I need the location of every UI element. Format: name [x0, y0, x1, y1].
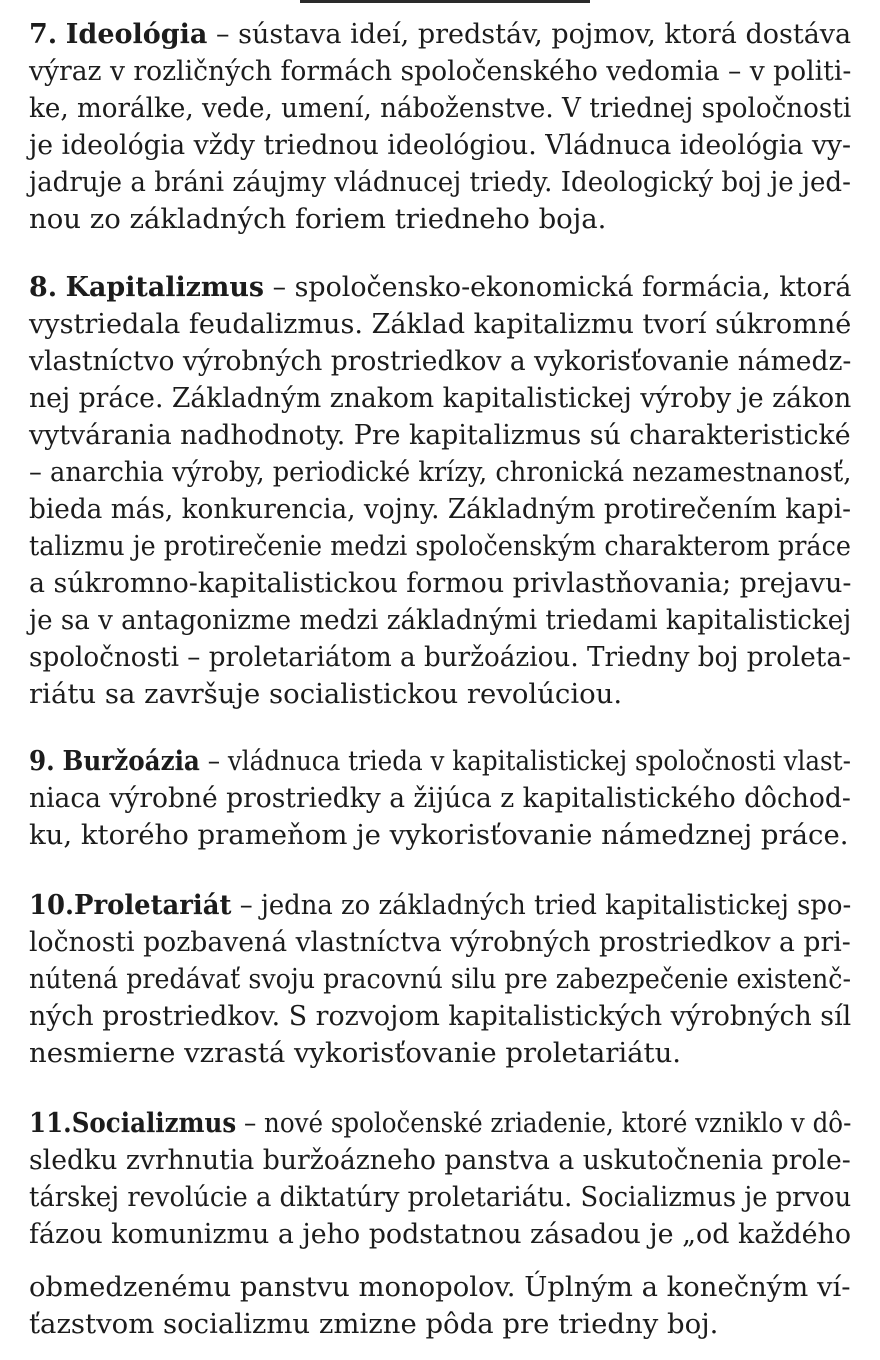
- entry-8-line-3: vlastníctvo výrobných prostriedkov a vykorisťovanie námedz-: [29, 345, 852, 377]
- entry-7-term: Ideológia: [65, 18, 208, 50]
- entry-11-number: 11.: [29, 1107, 72, 1139]
- entry-8-line-6: – anarchia výroby, periodické krízy, chronická nezamestnanosť,: [29, 456, 852, 488]
- entry-7-text-1: – sústava ideí, predstáv, pojmov, ktorá dostáva: [207, 18, 852, 50]
- entry-9-line-1: [29, 745, 851, 777]
- entry-10-line-5: nesmierne vzrastá vykorisťovanie proletariátu.: [29, 1037, 682, 1069]
- entry-8-line-11: spoločnosti – proletariátom a buržoáziou. Triedny boj proleta-: [29, 641, 851, 673]
- entry-8-line-5: vytvárania nadhodnoty. Pre kapitalizmus sú charakteristické: [29, 419, 851, 451]
- entry-7-line-6: nou zo základných foriem triedneho boja.: [29, 203, 607, 235]
- entry-8-line-2: vystriedala feudalizmus. Základ kapitalizmu tvorí súkromné: [29, 308, 852, 340]
- entry-11-line-2: sledku zvrhnutia buržoázneho panstva a uskutočnenia prole-: [29, 1144, 851, 1176]
- entry-8-line-9: a súkromno-kapitalistickou formou privlastňovania; prejavu-: [29, 567, 852, 599]
- entry-7-line-2: výraz v rozličných formách spoločenského vedomia – v politi-: [29, 55, 852, 87]
- entry-7-line-1: [29, 18, 852, 50]
- entry-10-number: 10.: [29, 889, 74, 921]
- entry-7-line-4: je ideológia vždy triednou ideológiou. Vládnuca ideológia vy-: [29, 129, 851, 161]
- entry-11-line-6: ťazstvom socializmu zmizne pôda pre triedny boj.: [29, 1308, 719, 1340]
- entry-8-line-1: [29, 271, 852, 303]
- entry-8-line-4: nej práce. Základným znakom kapitalistickej výroby je zákon: [29, 382, 852, 414]
- entry-9-line-3: ku, ktorého prameňom je vykorisťovanie námedznej práce.: [29, 819, 849, 851]
- entry-9-number: 9.: [29, 745, 55, 777]
- entry-8-text-1: – spoločensko-ekonomická formácia, ktorá: [264, 271, 852, 303]
- entry-8-term: Kapitalizmus: [65, 271, 265, 303]
- entry-10-line-1: [29, 889, 852, 921]
- entry-11-text-1: – nové spoločenské zriadenie, ktoré vzniklo v dô-: [236, 1107, 852, 1139]
- entry-10-term: Proletariát: [73, 889, 232, 921]
- entry-9-line-2: niaca výrobné prostriedky a žijúca z kapitalistického dôchod-: [29, 782, 851, 814]
- entry-11-line-3: társkej revolúcie a diktatúry proletariátu. Socializmus je prvou: [29, 1181, 852, 1213]
- entry-11-term: Socializmus: [71, 1107, 237, 1139]
- entry-8-line-12: riátu sa završuje socialistickou revolúciou.: [29, 678, 623, 710]
- entry-10-line-2: ločnosti pozbavená vlastníctva výrobných prostriedkov a pri-: [29, 926, 851, 958]
- entry-11-line-5: obmedzenému panstvu monopolov. Úplným a konečným ví-: [29, 1271, 851, 1303]
- entry-11-line-1: [29, 1107, 852, 1139]
- entry-7-number: 7.: [29, 18, 58, 50]
- entry-10-text-1: – jedna zo základných tried kapitalistickej spo-: [231, 889, 852, 921]
- entry-11-line-4: fázou komunizmu a jeho podstatnou zásadou je „od každého: [29, 1218, 852, 1250]
- top-edge-rule: [300, 0, 590, 3]
- entry-9-text-1: – vládnuca trieda v kapitalistickej spoločnosti vlast-: [199, 745, 851, 777]
- entry-7-line-3: ke, morálke, vede, umení, náboženstve. V triednej spoločnosti: [29, 92, 852, 124]
- entry-9-term: Buržoázia: [62, 745, 200, 777]
- entry-8-number: 8.: [29, 271, 58, 303]
- entry-10-line-4: ných prostriedkov. S rozvojom kapitalistických výrobných síl: [29, 1000, 852, 1032]
- entry-8-line-10: je sa v antagonizme medzi základnými triedami kapitalistickej: [29, 604, 852, 636]
- entry-7-line-5: jadruje a bráni záujmy vládnucej triedy. Ideologický boj je jed-: [29, 166, 851, 198]
- entry-10-line-3: nútená predávať svoju pracovnú silu pre zabezpečenie existenč-: [29, 963, 852, 995]
- entry-8-line-7: bieda más, konkurencia, vojny. Základným protirečením kapi-: [29, 493, 852, 525]
- entry-8-line-8: talizmu je protirečenie medzi spoločenským charakterom práce: [29, 530, 851, 562]
